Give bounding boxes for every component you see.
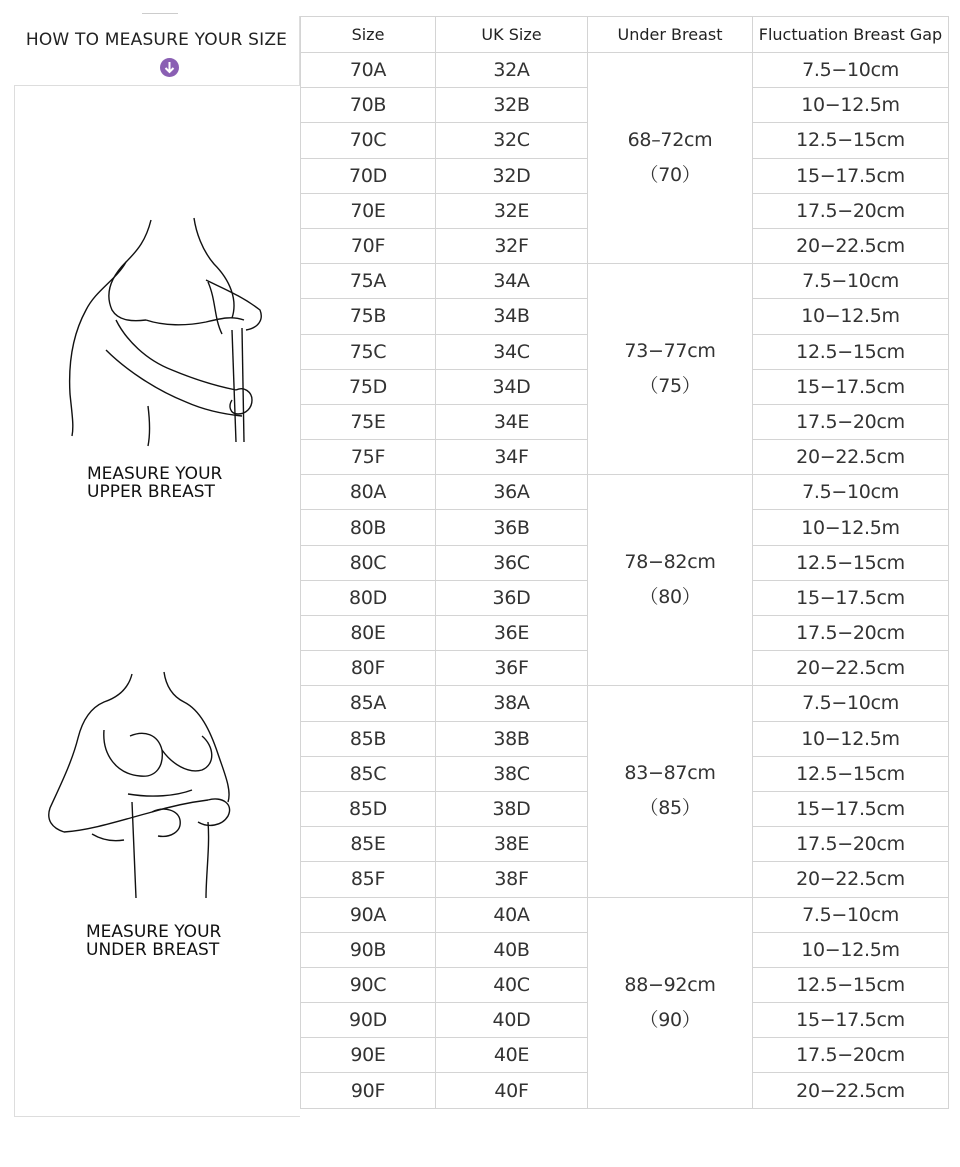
cell-size: 85A xyxy=(301,686,436,721)
table-row xyxy=(301,264,949,299)
cell-size: 90F xyxy=(301,1073,436,1108)
under-breast-range: 83−87cm xyxy=(624,762,716,785)
upper-breast-caption xyxy=(87,465,222,501)
cell-size: 85C xyxy=(301,756,436,791)
cell-fluctuation-gap: 15−17.5cm xyxy=(753,369,949,404)
under-breast-nominal: （75） xyxy=(639,375,701,398)
cell-uk-size: 34C xyxy=(436,334,588,369)
cell-uk-size: 38D xyxy=(436,791,588,826)
header-size: Size xyxy=(301,17,436,53)
cell-size: 90C xyxy=(301,967,436,1002)
under-breast-caption xyxy=(86,923,221,959)
cell-fluctuation-gap: 15−17.5cm xyxy=(753,1003,949,1038)
cell-fluctuation-gap: 10−12.5m xyxy=(753,932,949,967)
cell-uk-size: 40A xyxy=(436,897,588,932)
cell-uk-size: 32E xyxy=(436,193,588,228)
cell-under-breast xyxy=(588,53,753,264)
cell-uk-size: 34D xyxy=(436,369,588,404)
cell-uk-size: 36C xyxy=(436,545,588,580)
cell-uk-size: 36D xyxy=(436,580,588,615)
under-breast-measure-illustration xyxy=(32,670,252,902)
cell-fluctuation-gap: 20−22.5cm xyxy=(753,1073,949,1108)
cell-fluctuation-gap: 17.5−20cm xyxy=(753,1038,949,1073)
cell-fluctuation-gap: 12.5−15cm xyxy=(753,545,949,580)
header-under-breast: Under Breast xyxy=(588,17,753,53)
cell-fluctuation-gap: 7.5−10cm xyxy=(753,897,949,932)
cell-uk-size: 40E xyxy=(436,1038,588,1073)
measure-title: HOW TO MEASURE YOUR SIZE xyxy=(25,30,288,50)
cell-size: 90B xyxy=(301,932,436,967)
cell-uk-size: 40B xyxy=(436,932,588,967)
cell-uk-size: 38E xyxy=(436,827,588,862)
cell-size: 80B xyxy=(301,510,436,545)
cell-size: 85F xyxy=(301,862,436,897)
cell-size: 85B xyxy=(301,721,436,756)
cell-fluctuation-gap: 7.5−10cm xyxy=(753,475,949,510)
under-breast-range: 68–72cm xyxy=(627,129,713,152)
cell-fluctuation-gap: 20−22.5cm xyxy=(753,440,949,475)
cell-uk-size: 36F xyxy=(436,651,588,686)
upper-caption-line2: UPPER BREAST xyxy=(87,482,215,502)
cell-uk-size: 32A xyxy=(436,53,588,88)
cell-uk-size: 36A xyxy=(436,475,588,510)
cell-under-breast xyxy=(588,686,753,897)
cell-fluctuation-gap: 7.5−10cm xyxy=(753,686,949,721)
measure-header xyxy=(14,16,300,86)
cell-size: 75B xyxy=(301,299,436,334)
cell-uk-size: 34F xyxy=(436,440,588,475)
cell-uk-size: 38B xyxy=(436,721,588,756)
table-row xyxy=(301,475,949,510)
table-row xyxy=(301,897,949,932)
cell-size: 70F xyxy=(301,228,436,263)
cell-size: 80D xyxy=(301,580,436,615)
under-caption-line2: UNDER BREAST xyxy=(86,940,220,960)
down-arrow-circle-icon xyxy=(160,58,179,77)
cell-size: 80A xyxy=(301,475,436,510)
cell-uk-size: 38A xyxy=(436,686,588,721)
cell-uk-size: 36B xyxy=(436,510,588,545)
under-breast-nominal: （90） xyxy=(639,1008,701,1031)
cell-under-breast xyxy=(588,475,753,686)
cell-uk-size: 40C xyxy=(436,967,588,1002)
header-fluctuation-gap: Fluctuation Breast Gap xyxy=(753,17,949,53)
cell-size: 70D xyxy=(301,158,436,193)
cell-fluctuation-gap: 12.5−15cm xyxy=(753,756,949,791)
cell-uk-size: 34B xyxy=(436,299,588,334)
header-uk-size: UK Size xyxy=(436,17,588,53)
upper-caption-line1: MEASURE YOUR xyxy=(87,464,223,484)
cell-fluctuation-gap: 17.5−20cm xyxy=(753,616,949,651)
cell-fluctuation-gap: 10−12.5m xyxy=(753,88,949,123)
cell-size: 80C xyxy=(301,545,436,580)
cell-fluctuation-gap: 12.5−15cm xyxy=(753,123,949,158)
cell-uk-size: 32B xyxy=(436,88,588,123)
under-breast-nominal: （85） xyxy=(639,797,701,820)
cell-uk-size: 34A xyxy=(436,264,588,299)
cell-under-breast xyxy=(588,897,753,1108)
cell-size: 75A xyxy=(301,264,436,299)
upper-breast-measure-illustration xyxy=(46,210,276,450)
cell-fluctuation-gap: 17.5−20cm xyxy=(753,193,949,228)
cell-size: 85E xyxy=(301,827,436,862)
cell-fluctuation-gap: 20−22.5cm xyxy=(753,651,949,686)
cell-size: 90E xyxy=(301,1038,436,1073)
cell-size: 70A xyxy=(301,53,436,88)
cell-size: 85D xyxy=(301,791,436,826)
cell-fluctuation-gap: 10−12.5m xyxy=(753,510,949,545)
under-caption-line1: MEASURE YOUR xyxy=(86,922,222,942)
cell-size: 75C xyxy=(301,334,436,369)
cell-uk-size: 40F xyxy=(436,1073,588,1108)
cell-under-breast xyxy=(588,264,753,475)
cell-uk-size: 38F xyxy=(436,862,588,897)
cell-size: 90A xyxy=(301,897,436,932)
cell-fluctuation-gap: 20−22.5cm xyxy=(753,228,949,263)
table-header-row xyxy=(301,17,949,53)
cell-fluctuation-gap: 7.5−10cm xyxy=(753,264,949,299)
cell-fluctuation-gap: 15−17.5cm xyxy=(753,158,949,193)
cell-size: 75E xyxy=(301,404,436,439)
under-breast-nominal: （70） xyxy=(639,164,701,187)
cell-fluctuation-gap: 20−22.5cm xyxy=(753,862,949,897)
cell-fluctuation-gap: 10−12.5m xyxy=(753,299,949,334)
cell-size: 75D xyxy=(301,369,436,404)
cell-uk-size: 36E xyxy=(436,616,588,651)
cell-size: 70B xyxy=(301,88,436,123)
cell-size: 70C xyxy=(301,123,436,158)
cell-fluctuation-gap: 17.5−20cm xyxy=(753,827,949,862)
cell-size: 90D xyxy=(301,1003,436,1038)
cell-size: 70E xyxy=(301,193,436,228)
cell-fluctuation-gap: 15−17.5cm xyxy=(753,580,949,615)
cell-uk-size: 32C xyxy=(436,123,588,158)
cell-fluctuation-gap: 17.5−20cm xyxy=(753,404,949,439)
cell-uk-size: 38C xyxy=(436,756,588,791)
size-chart-table xyxy=(300,16,949,1109)
cell-fluctuation-gap: 10−12.5m xyxy=(753,721,949,756)
header-divider-tick xyxy=(142,13,178,14)
under-breast-range: 78−82cm xyxy=(624,551,716,574)
cell-size: 80F xyxy=(301,651,436,686)
cell-uk-size: 32F xyxy=(436,228,588,263)
cell-fluctuation-gap: 12.5−15cm xyxy=(753,967,949,1002)
cell-fluctuation-gap: 12.5−15cm xyxy=(753,334,949,369)
cell-uk-size: 34E xyxy=(436,404,588,439)
table-row xyxy=(301,686,949,721)
cell-uk-size: 32D xyxy=(436,158,588,193)
cell-size: 80E xyxy=(301,616,436,651)
cell-fluctuation-gap: 7.5−10cm xyxy=(753,53,949,88)
under-breast-range: 88−92cm xyxy=(624,973,716,996)
cell-size: 75F xyxy=(301,440,436,475)
table-row xyxy=(301,53,949,88)
cell-fluctuation-gap: 15−17.5cm xyxy=(753,791,949,826)
under-breast-nominal: （80） xyxy=(639,586,701,609)
size-table-body xyxy=(301,53,949,1109)
cell-uk-size: 40D xyxy=(436,1003,588,1038)
under-breast-range: 73−77cm xyxy=(624,340,716,363)
